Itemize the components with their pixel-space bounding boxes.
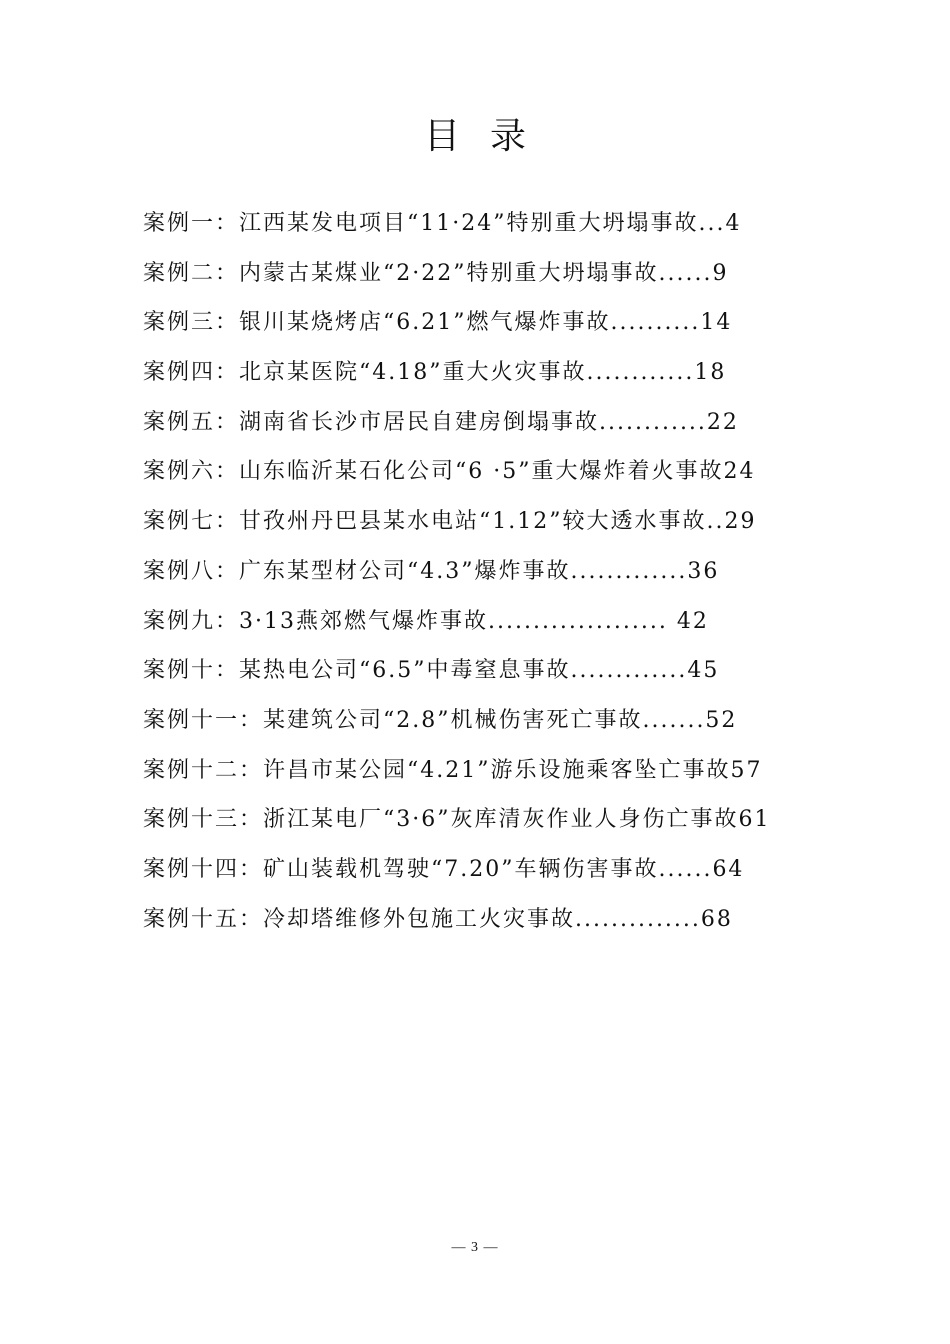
toc-entry-text: 案例二：内蒙古某煤业“2·22”特别重大坍塌事故......9 [143, 260, 729, 286]
toc-entry-text: 案例十二：许昌市某公园“4.21”游乐设施乘客坠亡事故57 [143, 757, 763, 783]
toc-entry-text: 案例八：广东某型材公司“4.3”爆炸事故.............36 [143, 558, 720, 584]
toc-entry-14[interactable] [143, 850, 843, 900]
toc-entry-3[interactable] [143, 303, 843, 353]
toc-entry-text: 案例五：湖南省长沙市居民自建房倒塌事故............22 [143, 409, 739, 435]
toc-entry-text: 案例九：3·13燕郊燃气爆炸事故.................... 42 [143, 608, 709, 634]
toc-entry-5[interactable] [143, 403, 843, 453]
toc-entry-text: 案例一：江西某发电项目“11·24”特别重大坍塌事故...4 [143, 211, 742, 236]
toc-entry-6[interactable] [143, 452, 843, 502]
toc-entry-4[interactable] [143, 353, 843, 403]
toc-entry-10[interactable] [143, 651, 843, 701]
toc-entry-12[interactable] [143, 751, 843, 801]
toc-entry-8[interactable] [143, 552, 843, 602]
toc-entry-text: 案例十一：某建筑公司“2.8”机械伤害死亡事故.......52 [143, 707, 738, 733]
table-of-contents [143, 204, 843, 949]
page-number: — 3 — [451, 1240, 499, 1255]
toc-entry-7[interactable] [143, 502, 843, 552]
toc-entry-1[interactable] [143, 204, 843, 254]
toc-entry-text: 案例十五：冷却塔维修外包施工火灾事故..............68 [143, 906, 733, 932]
toc-entry-15[interactable] [143, 900, 843, 950]
toc-entry-text: 案例六：山东临沂某石化公司“6 ·5”重大爆炸着火事故24 [143, 459, 756, 485]
toc-entry-text: 案例三：银川某烧烤店“6.21”燃气爆炸事故..........14 [143, 310, 733, 336]
toc-entry-13[interactable] [143, 800, 843, 850]
toc-entry-text: 案例十三：浙江某电厂“3·6”灰库清灰作业人身伤亡事故61 [143, 807, 771, 833]
toc-entry-11[interactable] [143, 701, 843, 751]
toc-entry-text: 案例七：甘孜州丹巴县某水电站“1.12”较大透水事故..29 [143, 509, 757, 535]
page-title: 目录 [423, 116, 556, 157]
toc-entry-text: 案例四：北京某医院“4.18”重大火灾事故............18 [143, 360, 727, 386]
toc-entry-9[interactable] [143, 602, 843, 652]
toc-entry-2[interactable] [143, 254, 843, 304]
toc-entry-text: 案例十四：矿山装载机驾驶“7.20”车辆伤害事故......64 [143, 856, 745, 882]
toc-entry-text: 案例十：某热电公司“6.5”中毒窒息事故.............45 [143, 658, 720, 684]
